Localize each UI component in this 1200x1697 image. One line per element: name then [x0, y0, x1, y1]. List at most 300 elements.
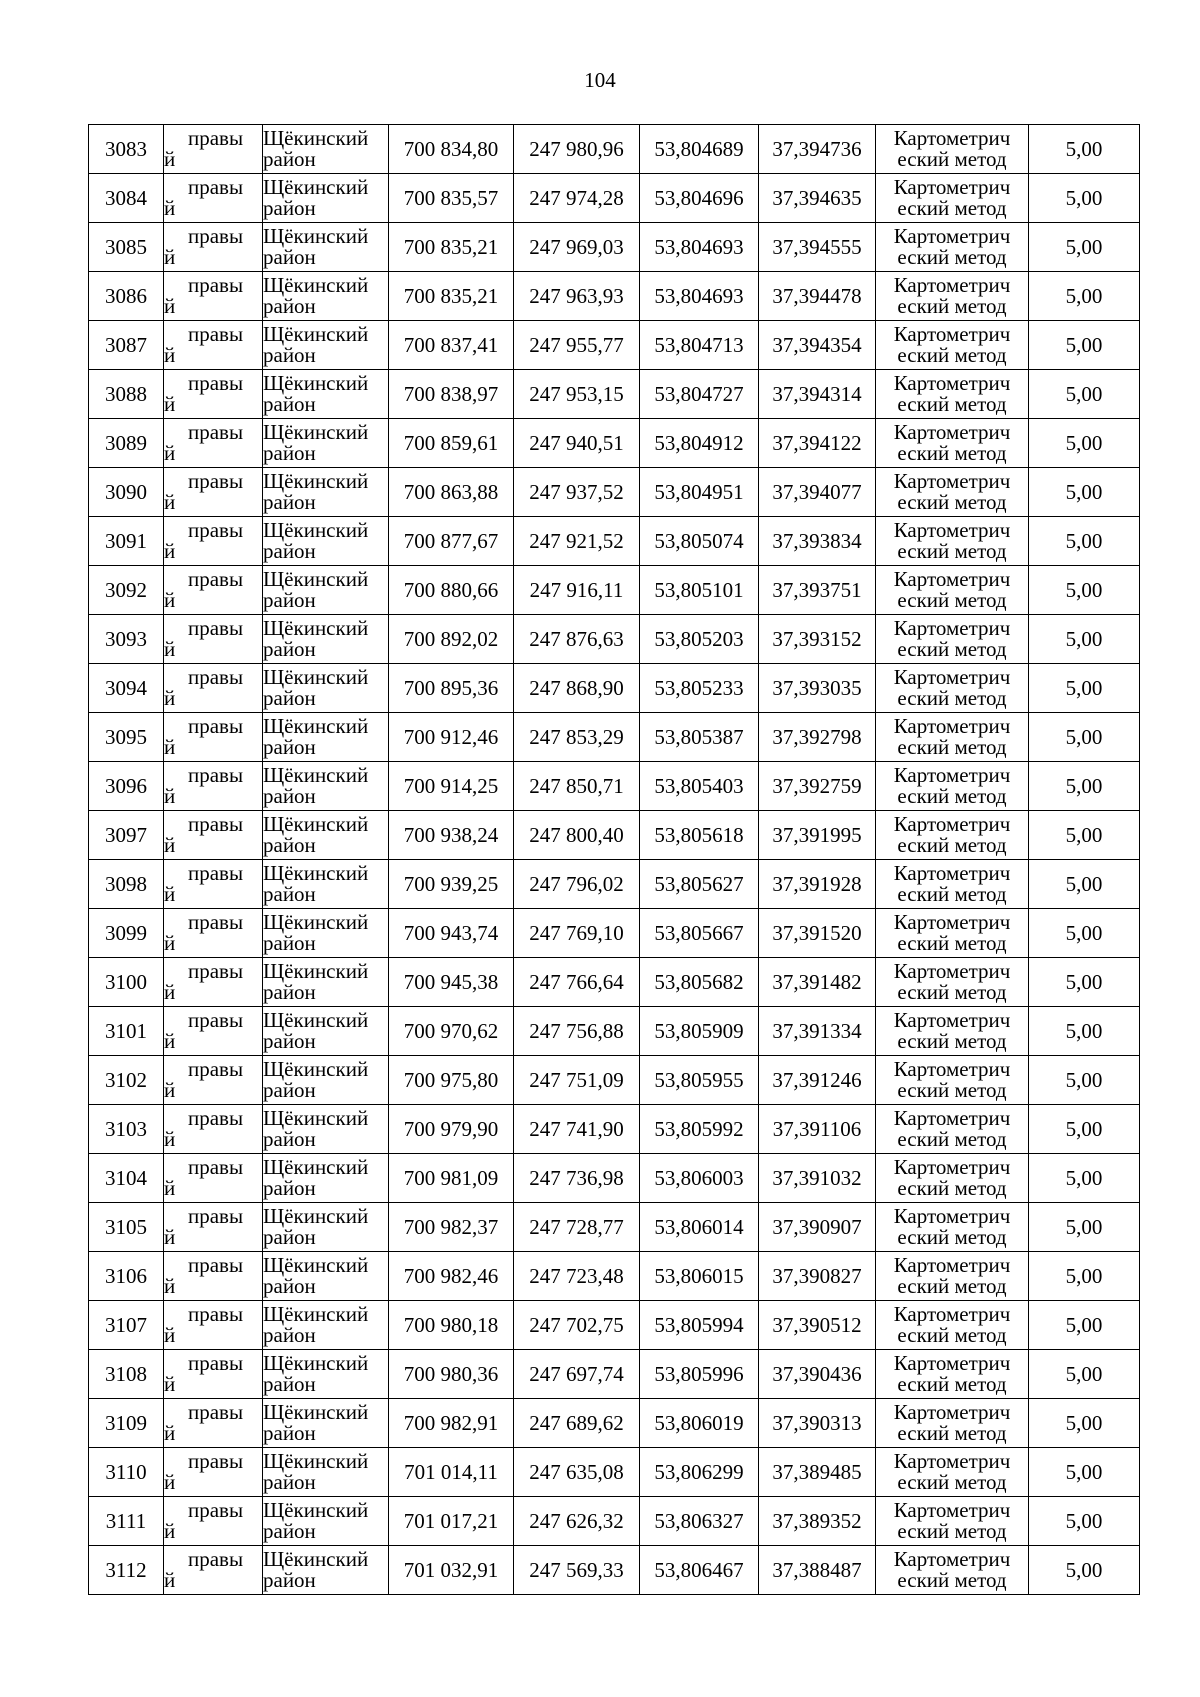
method-cell: [876, 1252, 1029, 1301]
precision: 5,00: [1065, 920, 1103, 945]
district-line-1: Щёкинский: [263, 1449, 369, 1473]
latitude: 53,804693: [654, 234, 744, 259]
table-row: [89, 713, 1140, 762]
district-line-1: Щёкинский: [263, 1302, 369, 1326]
method-line-1: Картометрич: [893, 1204, 1011, 1228]
longitude: 37,389485: [772, 1459, 862, 1484]
point-number: 3084: [105, 185, 147, 210]
method-line-1: Картометрич: [893, 224, 1011, 248]
point-number-cell: [89, 1105, 164, 1154]
longitude: 37,390512: [772, 1312, 862, 1337]
point-number: 3107: [105, 1312, 147, 1337]
longitude-cell: [759, 958, 876, 1007]
bank-side-text-bottom: й: [164, 294, 176, 318]
method-cell: [876, 811, 1029, 860]
district-line-1: Щёкинский: [263, 1400, 369, 1424]
coord-y: 247 751,09: [529, 1067, 624, 1092]
bank-side-text-top: правы: [188, 126, 244, 150]
precision: 5,00: [1065, 234, 1103, 259]
coord-y-cell: [514, 1203, 640, 1252]
coord-x: 700 943,74: [403, 920, 499, 945]
longitude: 37,390313: [772, 1410, 862, 1435]
bank-side-text-top: правы: [188, 959, 244, 983]
method-line-1: Картометрич: [893, 1547, 1011, 1571]
coord-x-cell: [389, 1105, 514, 1154]
method-line-1: Картометрич: [893, 1106, 1011, 1130]
point-number: 3100: [105, 969, 147, 994]
latitude-cell: [640, 1350, 759, 1399]
latitude: 53,806014: [654, 1214, 744, 1239]
precision: 5,00: [1065, 626, 1103, 651]
method-line-2: еский метод: [897, 784, 1007, 808]
district-cell: [263, 370, 389, 419]
precision-cell: [1029, 1154, 1140, 1203]
method-cell: [876, 419, 1029, 468]
district-line-1: Щёкинский: [263, 861, 369, 885]
bank-side-text-top: правы: [188, 763, 244, 787]
table-row: [89, 1546, 1140, 1595]
district-line-1: Щёкинский: [263, 420, 369, 444]
bank-side-text-bottom: й: [164, 735, 176, 759]
method-cell: [876, 664, 1029, 713]
bank-side-text-top: правы: [188, 1155, 244, 1179]
bank-side-text-bottom: й: [164, 1323, 176, 1347]
method-line-1: Картометрич: [893, 1302, 1011, 1326]
point-number-cell: [89, 125, 164, 174]
latitude: 53,804951: [654, 479, 744, 504]
district-line-1: Щёкинский: [263, 1253, 369, 1277]
coord-x-cell: [389, 1154, 514, 1203]
precision-cell: [1029, 1203, 1140, 1252]
point-number-cell: [89, 811, 164, 860]
coord-x-cell: [389, 860, 514, 909]
point-number: 3094: [105, 675, 147, 700]
bank-side-cell: [164, 1399, 263, 1448]
precision-cell: [1029, 713, 1140, 762]
precision: 5,00: [1065, 1067, 1103, 1092]
precision-cell: [1029, 909, 1140, 958]
precision-cell: [1029, 1301, 1140, 1350]
bank-side-cell: [164, 223, 263, 272]
longitude-cell: [759, 1448, 876, 1497]
coord-y-cell: [514, 566, 640, 615]
coord-y: 247 980,96: [529, 136, 624, 161]
latitude: 53,805203: [654, 626, 744, 651]
longitude: 37,391106: [772, 1116, 862, 1141]
method-line-1: Картометрич: [893, 1155, 1011, 1179]
page-number: 104: [584, 68, 616, 92]
coord-y-cell: [514, 1448, 640, 1497]
coord-x: 701 017,21: [403, 1508, 499, 1533]
coord-y-cell: [514, 517, 640, 566]
longitude-cell: [759, 1301, 876, 1350]
method-line-1: Картометрич: [893, 714, 1011, 738]
bank-side-text-top: правы: [188, 1008, 244, 1032]
district-line-2: район: [263, 1274, 316, 1298]
method-line-2: еский метод: [897, 539, 1007, 563]
bank-side-text-top: правы: [188, 1253, 244, 1277]
coord-y: 247 766,64: [529, 969, 624, 994]
coord-y-cell: [514, 1007, 640, 1056]
district-line-2: район: [263, 245, 316, 269]
point-number: 3089: [105, 430, 147, 455]
coord-x-cell: [389, 272, 514, 321]
bank-side-text-bottom: й: [164, 1078, 176, 1102]
precision-cell: [1029, 272, 1140, 321]
bank-side-text-bottom: й: [164, 784, 176, 808]
bank-side-text-bottom: й: [164, 637, 176, 661]
coord-y-cell: [514, 1154, 640, 1203]
bank-side-text-top: правы: [188, 175, 244, 199]
bank-side-cell: [164, 1448, 263, 1497]
district-line-1: Щёкинский: [263, 322, 369, 346]
coord-y-cell: [514, 419, 640, 468]
precision-cell: [1029, 811, 1140, 860]
coord-x: 700 859,61: [403, 430, 499, 455]
point-number: 3112: [105, 1557, 147, 1582]
latitude: 53,805955: [654, 1067, 744, 1092]
latitude: 53,806299: [654, 1459, 744, 1484]
precision-cell: [1029, 1007, 1140, 1056]
bank-side-text-top: правы: [188, 518, 244, 542]
longitude-cell: [759, 811, 876, 860]
longitude: 37,391520: [772, 920, 862, 945]
district-line-2: район: [263, 1323, 316, 1347]
method-line-2: еский метод: [897, 1225, 1007, 1249]
coord-x: 700 835,21: [403, 283, 499, 308]
point-number: 3098: [105, 871, 147, 896]
coord-y: 247 697,74: [529, 1361, 624, 1386]
method-line-2: еский метод: [897, 1078, 1007, 1102]
method-line-1: Картометрич: [893, 1498, 1011, 1522]
bank-side-cell: [164, 468, 263, 517]
table-row: [89, 1056, 1140, 1105]
latitude-cell: [640, 1203, 759, 1252]
district-line-1: Щёкинский: [263, 273, 369, 297]
point-number-cell: [89, 1448, 164, 1497]
district-line-2: район: [263, 1568, 316, 1592]
method-cell: [876, 1301, 1029, 1350]
bank-side-text-bottom: й: [164, 1372, 176, 1396]
precision-cell: [1029, 1497, 1140, 1546]
district-line-2: район: [263, 784, 316, 808]
longitude-cell: [759, 1007, 876, 1056]
district-line-1: Щёкинский: [263, 812, 369, 836]
bank-side-text-bottom: й: [164, 931, 176, 955]
method-cell: [876, 517, 1029, 566]
table-row: [89, 272, 1140, 321]
table-row: [89, 566, 1140, 615]
longitude: 37,393834: [772, 528, 862, 553]
latitude-cell: [640, 1301, 759, 1350]
precision-cell: [1029, 468, 1140, 517]
coord-y: 247 769,10: [529, 920, 624, 945]
longitude-cell: [759, 713, 876, 762]
bank-side-cell: [164, 1252, 263, 1301]
district-line-1: Щёкинский: [263, 126, 369, 150]
latitude-cell: [640, 664, 759, 713]
coord-x: 700 837,41: [403, 332, 499, 357]
coord-x-cell: [389, 1350, 514, 1399]
district-cell: [263, 1350, 389, 1399]
coord-y: 247 868,90: [529, 675, 624, 700]
longitude-cell: [759, 860, 876, 909]
point-number-cell: [89, 272, 164, 321]
latitude: 53,804727: [654, 381, 744, 406]
point-number: 3102: [105, 1067, 147, 1092]
point-number: 3091: [105, 528, 147, 553]
coord-y-cell: [514, 1350, 640, 1399]
latitude-cell: [640, 1154, 759, 1203]
bank-side-text-bottom: й: [164, 147, 176, 171]
longitude: 37,394354: [772, 332, 862, 357]
district-line-1: Щёкинский: [263, 224, 369, 248]
coord-x: 700 945,38: [403, 969, 499, 994]
method-cell: [876, 174, 1029, 223]
bank-side-text-bottom: й: [164, 1274, 176, 1298]
coord-y-cell: [514, 811, 640, 860]
coord-y: 247 702,75: [529, 1312, 624, 1337]
bank-side-text-bottom: й: [164, 833, 176, 857]
bank-side-text-top: правы: [188, 371, 244, 395]
point-number-cell: [89, 370, 164, 419]
district-line-2: район: [263, 441, 316, 465]
bank-side-text-top: правы: [188, 567, 244, 591]
latitude: 53,804693: [654, 283, 744, 308]
method-line-2: еский метод: [897, 931, 1007, 955]
latitude: 53,805992: [654, 1116, 744, 1141]
latitude-cell: [640, 1252, 759, 1301]
district-line-2: район: [263, 343, 316, 367]
method-line-1: Картометрич: [893, 812, 1011, 836]
point-number: 3110: [105, 1459, 147, 1484]
latitude-cell: [640, 223, 759, 272]
latitude-cell: [640, 909, 759, 958]
longitude-cell: [759, 1203, 876, 1252]
coord-x-cell: [389, 1546, 514, 1595]
precision: 5,00: [1065, 577, 1103, 602]
precision: 5,00: [1065, 1214, 1103, 1239]
longitude: 37,393751: [772, 577, 862, 602]
precision: 5,00: [1065, 185, 1103, 210]
coord-y: 247 728,77: [529, 1214, 624, 1239]
bank-side-cell: [164, 517, 263, 566]
method-line-1: Картометрич: [893, 322, 1011, 346]
method-cell: [876, 1007, 1029, 1056]
point-number: 3093: [105, 626, 147, 651]
coord-y-cell: [514, 1056, 640, 1105]
precision-cell: [1029, 370, 1140, 419]
latitude-cell: [640, 174, 759, 223]
method-line-1: Картометрич: [893, 1449, 1011, 1473]
method-line-2: еский метод: [897, 1421, 1007, 1445]
coord-y: 247 569,33: [529, 1557, 624, 1582]
longitude-cell: [759, 909, 876, 958]
district-line-2: район: [263, 1372, 316, 1396]
method-cell: [876, 958, 1029, 1007]
bank-side-text-top: правы: [188, 273, 244, 297]
bank-side-text-bottom: й: [164, 441, 176, 465]
coord-x-cell: [389, 1007, 514, 1056]
district-line-1: Щёкинский: [263, 469, 369, 493]
coord-y-cell: [514, 860, 640, 909]
point-number-cell: [89, 664, 164, 713]
latitude: 53,805909: [654, 1018, 744, 1043]
district-cell: [263, 958, 389, 1007]
coord-y-cell: [514, 909, 640, 958]
district-cell: [263, 125, 389, 174]
coord-x: 700 979,90: [403, 1116, 499, 1141]
bank-side-text-top: правы: [188, 322, 244, 346]
method-line-1: Картометрич: [893, 1400, 1011, 1424]
longitude-cell: [759, 1252, 876, 1301]
precision-cell: [1029, 1448, 1140, 1497]
coord-y-cell: [514, 1105, 640, 1154]
precision: 5,00: [1065, 969, 1103, 994]
district-line-2: район: [263, 686, 316, 710]
bank-side-text-bottom: й: [164, 686, 176, 710]
longitude-cell: [759, 223, 876, 272]
coord-x: 700 892,02: [403, 626, 499, 651]
bank-side-cell: [164, 370, 263, 419]
bank-side-cell: [164, 811, 263, 860]
bank-side-cell: [164, 615, 263, 664]
longitude-cell: [759, 1399, 876, 1448]
method-cell: [876, 468, 1029, 517]
district-line-1: Щёкинский: [263, 1106, 369, 1130]
longitude: 37,393152: [772, 626, 862, 651]
district-cell: [263, 909, 389, 958]
district-line-2: район: [263, 1421, 316, 1445]
precision-cell: [1029, 223, 1140, 272]
district-line-2: район: [263, 1078, 316, 1102]
latitude: 53,804713: [654, 332, 744, 357]
coord-y-cell: [514, 615, 640, 664]
point-number: 3099: [105, 920, 147, 945]
method-line-2: еский метод: [897, 196, 1007, 220]
latitude-cell: [640, 1105, 759, 1154]
coord-x-cell: [389, 321, 514, 370]
coord-y-cell: [514, 713, 640, 762]
bank-side-cell: [164, 125, 263, 174]
method-line-1: Картометрич: [893, 910, 1011, 934]
point-number-cell: [89, 223, 164, 272]
district-line-1: Щёкинский: [263, 1204, 369, 1228]
coord-x-cell: [389, 713, 514, 762]
longitude-cell: [759, 517, 876, 566]
coord-x: 700 834,80: [403, 136, 499, 161]
method-line-1: Картометрич: [893, 420, 1011, 444]
method-line-2: еский метод: [897, 1176, 1007, 1200]
table-row: [89, 762, 1140, 811]
point-number: 3083: [105, 136, 147, 161]
coord-y-cell: [514, 1497, 640, 1546]
coord-x-cell: [389, 811, 514, 860]
bank-side-text-top: правы: [188, 1498, 244, 1522]
coord-x: 700 980,18: [403, 1312, 499, 1337]
coord-y-cell: [514, 468, 640, 517]
point-number-cell: [89, 1203, 164, 1252]
precision-cell: [1029, 860, 1140, 909]
bank-side-text-bottom: й: [164, 392, 176, 416]
method-cell: [876, 566, 1029, 615]
district-line-2: район: [263, 1470, 316, 1494]
bank-side-cell: [164, 174, 263, 223]
bank-side-text-bottom: й: [164, 1127, 176, 1151]
method-line-1: Картометрич: [893, 273, 1011, 297]
table-row: [89, 1252, 1140, 1301]
coord-x-cell: [389, 419, 514, 468]
latitude-cell: [640, 1056, 759, 1105]
longitude: 37,390907: [772, 1214, 862, 1239]
table-row: [89, 419, 1140, 468]
precision-cell: [1029, 517, 1140, 566]
coord-y-cell: [514, 321, 640, 370]
point-number-cell: [89, 174, 164, 223]
method-line-2: еский метод: [897, 1029, 1007, 1053]
district-line-2: район: [263, 931, 316, 955]
longitude-cell: [759, 1056, 876, 1105]
method-line-1: Картометрич: [893, 616, 1011, 640]
bank-side-cell: [164, 1203, 263, 1252]
coord-x-cell: [389, 1252, 514, 1301]
method-cell: [876, 762, 1029, 811]
latitude-cell: [640, 615, 759, 664]
table-row: [89, 517, 1140, 566]
district-cell: [263, 272, 389, 321]
district-line-2: район: [263, 196, 316, 220]
district-cell: [263, 811, 389, 860]
point-number-cell: [89, 1497, 164, 1546]
longitude-cell: [759, 419, 876, 468]
latitude-cell: [640, 713, 759, 762]
latitude-cell: [640, 1546, 759, 1595]
precision-cell: [1029, 125, 1140, 174]
bank-side-cell: [164, 1497, 263, 1546]
table-row: [89, 468, 1140, 517]
bank-side-text-bottom: й: [164, 1225, 176, 1249]
latitude: 53,806003: [654, 1165, 744, 1190]
table-row: [89, 1105, 1140, 1154]
district-cell: [263, 1399, 389, 1448]
coord-x-cell: [389, 615, 514, 664]
method-line-2: еский метод: [897, 1323, 1007, 1347]
coord-x: 700 970,62: [403, 1018, 499, 1043]
coord-x-cell: [389, 1497, 514, 1546]
coord-y: 247 741,90: [529, 1116, 624, 1141]
coord-x: 700 838,97: [403, 381, 499, 406]
point-number: 3087: [105, 332, 147, 357]
precision-cell: [1029, 566, 1140, 615]
precision: 5,00: [1065, 1410, 1103, 1435]
precision-cell: [1029, 1546, 1140, 1595]
precision-cell: [1029, 1252, 1140, 1301]
district-line-1: Щёкинский: [263, 959, 369, 983]
coord-y-cell: [514, 125, 640, 174]
district-cell: [263, 860, 389, 909]
method-line-1: Картометрич: [893, 763, 1011, 787]
coord-x: 700 980,36: [403, 1361, 499, 1386]
bank-side-cell: [164, 1301, 263, 1350]
district-line-2: район: [263, 980, 316, 1004]
latitude: 53,805403: [654, 773, 744, 798]
method-line-1: Картометрич: [893, 469, 1011, 493]
point-number: 3085: [105, 234, 147, 259]
latitude-cell: [640, 468, 759, 517]
coord-y: 247 736,98: [529, 1165, 624, 1190]
longitude: 37,391928: [772, 871, 862, 896]
bank-side-cell: [164, 1056, 263, 1105]
